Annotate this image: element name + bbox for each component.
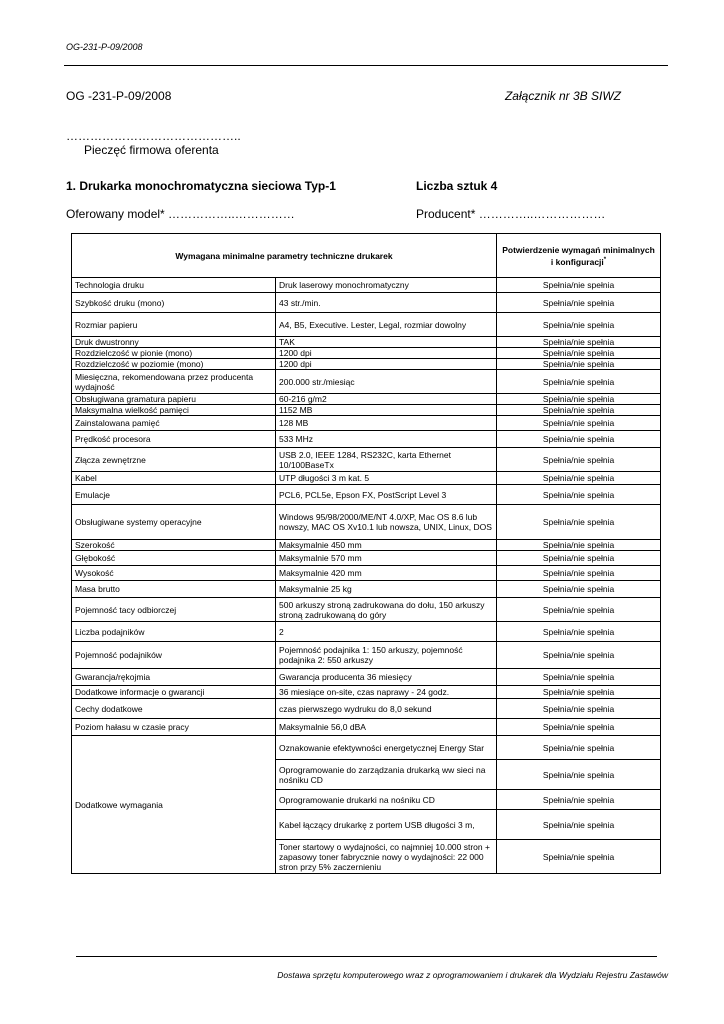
footer-rule xyxy=(76,956,657,957)
param-value: 1152 MB xyxy=(276,405,497,416)
param-label: Głębokość xyxy=(72,551,276,566)
confirm-cell: Spełnia/nie spełnia xyxy=(497,551,661,566)
quantity-label: Liczba sztuk 4 xyxy=(416,179,498,193)
header-confirm xyxy=(497,234,661,278)
confirm-cell: Spełnia/nie spełnia xyxy=(497,405,661,416)
confirm-cell: Spełnia/nie spełnia xyxy=(497,686,661,699)
confirm-cell: Spełnia/nie spełnia xyxy=(497,540,661,551)
param-value: TAK xyxy=(276,337,497,348)
table-row xyxy=(72,405,661,416)
param-value: Maksymalnie 25 kg xyxy=(276,581,497,598)
table-header-row xyxy=(72,234,661,278)
param-value: 128 MB xyxy=(276,416,497,431)
param-label: Kabel xyxy=(72,472,276,485)
param-value: Maksymalnie 570 mm xyxy=(276,551,497,566)
param-value: 200.000 str./miesiąc xyxy=(276,370,497,394)
param-label: Dodatkowe informacje o gwarancji xyxy=(72,686,276,699)
footer-text: Dostawa sprzętu komputerowego wraz z oprogramowaniem i drukarek dla Wydziału Rejestru Zastawów xyxy=(277,970,668,980)
table-row xyxy=(72,472,661,485)
table-row xyxy=(72,598,661,622)
table-row xyxy=(72,394,661,405)
header-params: Wymagana minimalne parametry techniczne drukarek xyxy=(72,234,497,278)
param-value: 1200 dpi xyxy=(276,359,497,370)
param-label: Rozmiar papieru xyxy=(72,313,276,337)
param-value: 2 xyxy=(276,622,497,642)
param-label: Gwarancja/rękojmia xyxy=(72,669,276,686)
param-label: Obsługiwane systemy operacyjne xyxy=(72,505,276,540)
param-value: Maksymalnie 420 mm xyxy=(276,566,497,581)
extra-value: Toner startowy o wydajności, co najmniej 10.000 stron + zapasowy toner fabrycznie nowy o wydajności: 22 000 stron przy 5% zaczernieniu xyxy=(276,840,497,874)
stamp-dots: …………………………………….. xyxy=(66,129,241,143)
param-label: Liczba podajników xyxy=(72,622,276,642)
param-value: 60-216 g/m2 xyxy=(276,394,497,405)
extra-value: Kabel łączący drukarkę z portem USB długości 3 m, xyxy=(276,810,497,840)
param-value: Windows 95/98/2000/ME/NT 4.0/XP, Mac OS 8.6 lub nowszy, MAC OS Xv10.1 lub nowsza, UNIX, Linux, DOS xyxy=(276,505,497,540)
header-confirm-text: Potwierdzenie wymagań minimalnych i konfiguracji xyxy=(502,244,655,267)
confirm-cell: Spełnia/nie spełnia xyxy=(497,598,661,622)
table-row xyxy=(72,551,661,566)
param-label: Pojemność podajników xyxy=(72,642,276,669)
param-label: Obsługiwana gramatura papieru xyxy=(72,394,276,405)
confirm-cell: Spełnia/nie spełnia xyxy=(497,485,661,505)
param-value: Maksymalnie 450 mm xyxy=(276,540,497,551)
confirm-cell: Spełnia/nie spełnia xyxy=(497,278,661,293)
param-value: Druk laserowy monochromatyczny xyxy=(276,278,497,293)
header-doc-id: OG-231-P-09/2008 xyxy=(66,42,143,52)
table-row xyxy=(72,581,661,598)
param-value: 533 MHz xyxy=(276,431,497,448)
og-number: OG -231-P-09/2008 xyxy=(66,89,172,103)
producer-field: Producent* …………..……………… xyxy=(416,207,606,221)
spec-table xyxy=(71,233,661,874)
table-row xyxy=(72,642,661,669)
table-row xyxy=(72,686,661,699)
param-label: Pojemność tacy odbiorczej xyxy=(72,598,276,622)
confirm-cell: Spełnia/nie spełnia xyxy=(497,699,661,719)
table-row-extra xyxy=(72,736,661,760)
table-row xyxy=(72,505,661,540)
param-label: Szerokość xyxy=(72,540,276,551)
stamp-label: Pieczęć firmowa oferenta xyxy=(84,143,219,157)
param-value: Gwarancja producenta 36 miesięcy xyxy=(276,669,497,686)
confirm-cell: Spełnia/nie spełnia xyxy=(497,810,661,840)
section-title: 1. Drukarka monochromatyczna sieciowa Typ-1 xyxy=(66,179,336,193)
table-row xyxy=(72,485,661,505)
table-row xyxy=(72,540,661,551)
param-value: 500 arkuszy stroną zadrukowana do dołu, 150 arkuszy stroną zadrukowaną do góry xyxy=(276,598,497,622)
confirm-cell: Spełnia/nie spełnia xyxy=(497,370,661,394)
extra-value: Oprogramowanie drukarki na nośniku CD xyxy=(276,790,497,810)
extra-value: Oznakowanie efektywności energetycznej Energy Star xyxy=(276,736,497,760)
param-label: Zainstalowana pamięć xyxy=(72,416,276,431)
confirm-cell: Spełnia/nie spełnia xyxy=(497,505,661,540)
confirm-cell: Spełnia/nie spełnia xyxy=(497,566,661,581)
table-row xyxy=(72,278,661,293)
annex-label: Załącznik nr 3B SIWZ xyxy=(504,89,621,103)
param-value: A4, B5, Executive. Lester, Legal, rozmiar dowolny xyxy=(276,313,497,337)
confirm-cell: Spełnia/nie spełnia xyxy=(497,313,661,337)
header-rule xyxy=(64,65,668,66)
param-label: Rozdzielczość w pionie (mono) xyxy=(72,348,276,359)
param-label: Cechy dodatkowe xyxy=(72,699,276,719)
table-row xyxy=(72,293,661,313)
table-row xyxy=(72,348,661,359)
model-field: Oferowany model* ……………..…………… xyxy=(66,207,295,221)
param-value: 36 miesiące on-site, czas naprawy - 24 godz. xyxy=(276,686,497,699)
confirm-cell: Spełnia/nie spełnia xyxy=(497,760,661,790)
table-row xyxy=(72,566,661,581)
confirm-cell: Spełnia/nie spełnia xyxy=(497,337,661,348)
confirm-cell: Spełnia/nie spełnia xyxy=(497,293,661,313)
confirm-cell: Spełnia/nie spełnia xyxy=(497,416,661,431)
table-row xyxy=(72,719,661,736)
param-value: czas pierwszego wydruku do 8,0 sekund xyxy=(276,699,497,719)
param-label: Szybkość druku (mono) xyxy=(72,293,276,313)
param-label: Prędkość procesora xyxy=(72,431,276,448)
table-row xyxy=(72,416,661,431)
table-row xyxy=(72,448,661,472)
confirm-cell: Spełnia/nie spełnia xyxy=(497,431,661,448)
table-row xyxy=(72,699,661,719)
param-label: Maksymalna wielkość pamięci xyxy=(72,405,276,416)
table-row xyxy=(72,370,661,394)
confirm-cell: Spełnia/nie spełnia xyxy=(497,472,661,485)
confirm-cell: Spełnia/nie spełnia xyxy=(497,622,661,642)
param-label: Druk dwustronny xyxy=(72,337,276,348)
confirm-cell: Spełnia/nie spełnia xyxy=(497,719,661,736)
table-row xyxy=(72,313,661,337)
table-row xyxy=(72,337,661,348)
param-value: USB 2.0, IEEE 1284, RS232C, karta Ethernet 10/100BaseTx xyxy=(276,448,497,472)
param-label: Technologia druku xyxy=(72,278,276,293)
param-label: Emulacje xyxy=(72,485,276,505)
param-label: Rozdzielczość w poziomie (mono) xyxy=(72,359,276,370)
confirm-cell: Spełnia/nie spełnia xyxy=(497,790,661,810)
extra-requirements-label: Dodatkowe wymagania xyxy=(72,736,276,874)
confirm-cell: Spełnia/nie spełnia xyxy=(497,394,661,405)
confirm-cell: Spełnia/nie spełnia xyxy=(497,448,661,472)
param-label: Masa brutto xyxy=(72,581,276,598)
table-row xyxy=(72,431,661,448)
param-value: Maksymalnie 56,0 dBA xyxy=(276,719,497,736)
table-row xyxy=(72,622,661,642)
param-value: Pojemność podajnika 1: 150 arkuszy, pojemność podajnika 2: 550 arkuszy xyxy=(276,642,497,669)
param-label: Wysokość xyxy=(72,566,276,581)
param-label: Miesięczna, rekomendowana przez producenta wydajność xyxy=(72,370,276,394)
table-row xyxy=(72,669,661,686)
param-value: 43 str./min. xyxy=(276,293,497,313)
table-row xyxy=(72,359,661,370)
param-value: UTP długości 3 m kat. 5 xyxy=(276,472,497,485)
param-value: PCL6, PCL5e, Epson FX, PostScript Level 3 xyxy=(276,485,497,505)
confirm-cell: Spełnia/nie spełnia xyxy=(497,348,661,359)
header-confirm-mark: * xyxy=(603,256,607,263)
extra-value: Oprogramowanie do zarządzania drukarką ww sieci na nośniku CD xyxy=(276,760,497,790)
confirm-cell: Spełnia/nie spełnia xyxy=(497,669,661,686)
confirm-cell: Spełnia/nie spełnia xyxy=(497,736,661,760)
confirm-cell: Spełnia/nie spełnia xyxy=(497,359,661,370)
param-label: Złącza zewnętrzne xyxy=(72,448,276,472)
confirm-cell: Spełnia/nie spełnia xyxy=(497,840,661,874)
param-value: 1200 dpi xyxy=(276,348,497,359)
confirm-cell: Spełnia/nie spełnia xyxy=(497,581,661,598)
confirm-cell: Spełnia/nie spełnia xyxy=(497,642,661,669)
param-label: Poziom hałasu w czasie pracy xyxy=(72,719,276,736)
